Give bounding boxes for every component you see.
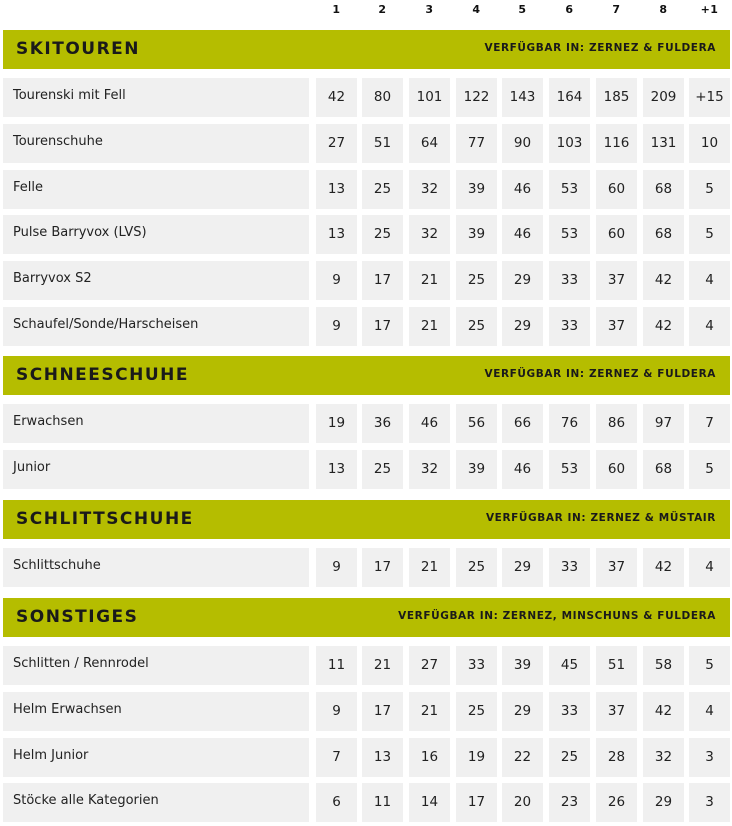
item-label: Tourenski mit Fell <box>13 88 126 103</box>
price-value: 37 <box>607 559 626 575</box>
price-cell <box>502 404 543 443</box>
price-value: 19 <box>327 415 346 431</box>
price-cell <box>409 261 450 300</box>
price-value: 25 <box>467 559 486 575</box>
price-value: 56 <box>467 415 486 431</box>
price-value: 39 <box>513 657 532 673</box>
price-value: 17 <box>373 318 392 334</box>
price-cell <box>456 124 497 163</box>
item-label-cell <box>3 170 309 209</box>
price-value: 68 <box>654 181 673 197</box>
price-cell <box>643 450 684 489</box>
price-cell <box>596 170 637 209</box>
price-value: 25 <box>467 318 486 334</box>
price-value: 164 <box>556 89 583 105</box>
price-cell <box>362 78 403 117</box>
price-cell <box>362 404 403 443</box>
price-cell <box>643 404 684 443</box>
price-value: 36 <box>373 415 392 431</box>
section-title: SCHLITTSCHUHE <box>16 509 194 529</box>
price-cell <box>549 783 590 822</box>
column-header: 4 <box>472 3 481 16</box>
table-row <box>0 404 732 443</box>
price-cell <box>316 783 357 822</box>
price-cell <box>362 548 403 587</box>
column-header: 8 <box>659 3 668 16</box>
price-cell <box>409 307 450 346</box>
price-cell <box>596 307 637 346</box>
item-label: Stöcke alle Kategorien <box>13 793 159 808</box>
price-cell <box>596 78 637 117</box>
item-label: Schlitten / Rennrodel <box>13 656 149 671</box>
price-value: 209 <box>650 89 677 105</box>
price-cell <box>456 450 497 489</box>
price-cell <box>549 78 590 117</box>
price-cell <box>689 170 730 209</box>
price-cell <box>316 548 357 587</box>
price-cell <box>456 646 497 685</box>
price-value: 42 <box>654 318 673 334</box>
price-cell <box>316 261 357 300</box>
item-label-cell <box>3 450 309 489</box>
price-cell <box>409 78 450 117</box>
price-value: 13 <box>327 181 346 197</box>
price-value: +15 <box>695 89 724 105</box>
price-value: 64 <box>420 135 439 151</box>
price-value: 23 <box>560 794 579 810</box>
price-value: 53 <box>560 461 579 477</box>
item-label-cell <box>3 692 309 731</box>
price-value: 10 <box>700 135 719 151</box>
price-value: 29 <box>513 272 532 288</box>
price-value: 76 <box>560 415 579 431</box>
price-cell <box>409 692 450 731</box>
item-label: Helm Junior <box>13 748 89 763</box>
price-cell <box>549 261 590 300</box>
price-cell <box>409 124 450 163</box>
price-cell <box>502 124 543 163</box>
price-cell <box>362 170 403 209</box>
price-cell <box>643 692 684 731</box>
price-value: 5 <box>705 181 714 197</box>
price-value: 37 <box>607 318 626 334</box>
column-header: 2 <box>378 3 387 16</box>
item-label: Pulse Barryvox (LVS) <box>13 225 147 240</box>
price-value: 32 <box>420 461 439 477</box>
price-value: 60 <box>607 461 626 477</box>
price-value: 7 <box>332 749 341 765</box>
price-cell <box>316 307 357 346</box>
item-label-cell <box>3 404 309 443</box>
price-cell <box>456 692 497 731</box>
price-cell <box>689 124 730 163</box>
price-cell <box>596 261 637 300</box>
price-value: 5 <box>705 657 714 673</box>
price-value: 11 <box>373 794 392 810</box>
price-cell <box>316 404 357 443</box>
price-value: 33 <box>560 272 579 288</box>
price-value: 17 <box>373 703 392 719</box>
price-cell <box>456 261 497 300</box>
price-cell <box>596 692 637 731</box>
section-header-bar <box>3 356 730 395</box>
price-value: 90 <box>513 135 532 151</box>
section-availability: VERFÜGBAR IN: ZERNEZ, MINSCHUNS & FULDERA <box>398 610 716 622</box>
price-cell <box>409 548 450 587</box>
price-cell <box>689 261 730 300</box>
price-cell <box>549 404 590 443</box>
price-value: 68 <box>654 461 673 477</box>
price-value: 68 <box>654 226 673 242</box>
price-cell <box>689 692 730 731</box>
price-value: 53 <box>560 226 579 242</box>
item-label: Junior <box>13 460 51 475</box>
item-label-cell <box>3 307 309 346</box>
price-value: 19 <box>467 749 486 765</box>
price-value: 46 <box>513 226 532 242</box>
price-cell <box>362 783 403 822</box>
price-value: 42 <box>654 703 673 719</box>
item-label: Schlittschuhe <box>13 558 101 573</box>
price-cell <box>362 215 403 254</box>
price-cell <box>689 215 730 254</box>
price-cell <box>456 170 497 209</box>
price-value: 20 <box>513 794 532 810</box>
price-value: 3 <box>705 794 714 810</box>
price-value: 45 <box>560 657 579 673</box>
item-label: Tourenschuhe <box>13 134 103 149</box>
table-row <box>0 548 732 587</box>
price-cell <box>596 404 637 443</box>
price-cell <box>689 404 730 443</box>
item-label-cell <box>3 261 309 300</box>
price-value: 11 <box>327 657 346 673</box>
column-header: +1 <box>700 3 719 16</box>
price-value: 29 <box>654 794 673 810</box>
column-header: 3 <box>425 3 434 16</box>
price-cell <box>549 450 590 489</box>
price-value: 39 <box>467 461 486 477</box>
price-value: 185 <box>603 89 630 105</box>
price-value: 131 <box>650 135 677 151</box>
price-cell <box>596 215 637 254</box>
column-header: 6 <box>565 3 574 16</box>
price-value: 5 <box>705 226 714 242</box>
section-availability: VERFÜGBAR IN: ZERNEZ & FULDERA <box>484 42 716 54</box>
price-cell <box>549 548 590 587</box>
table-row <box>0 738 732 777</box>
price-value: 80 <box>373 89 392 105</box>
price-value: 33 <box>560 559 579 575</box>
price-value: 25 <box>560 749 579 765</box>
price-value: 3 <box>705 749 714 765</box>
price-value: 21 <box>420 272 439 288</box>
price-value: 101 <box>416 89 443 105</box>
price-cell <box>456 738 497 777</box>
item-label-cell <box>3 548 309 587</box>
price-value: 60 <box>607 181 626 197</box>
price-cell <box>362 450 403 489</box>
column-header: 7 <box>612 3 621 16</box>
price-cell <box>456 548 497 587</box>
price-cell <box>596 783 637 822</box>
column-header: 1 <box>332 3 341 16</box>
price-value: 9 <box>332 272 341 288</box>
price-value: 25 <box>467 272 486 288</box>
price-value: 27 <box>327 135 346 151</box>
price-value: 46 <box>513 461 532 477</box>
price-cell <box>596 738 637 777</box>
price-cell <box>409 404 450 443</box>
item-label: Schaufel/Sonde/Harscheisen <box>13 317 199 332</box>
table-row <box>0 261 732 300</box>
item-label-cell <box>3 215 309 254</box>
price-cell <box>502 170 543 209</box>
price-cell <box>409 215 450 254</box>
price-value: 7 <box>705 415 714 431</box>
price-value: 13 <box>327 226 346 242</box>
table-row <box>0 215 732 254</box>
price-value: 13 <box>327 461 346 477</box>
price-value: 33 <box>467 657 486 673</box>
item-label: Erwachsen <box>13 414 84 429</box>
price-cell <box>549 170 590 209</box>
price-cell <box>316 78 357 117</box>
table-row <box>0 78 732 117</box>
price-cell <box>643 170 684 209</box>
price-value: 32 <box>420 181 439 197</box>
price-cell <box>316 738 357 777</box>
price-value: 58 <box>654 657 673 673</box>
price-value: 13 <box>373 749 392 765</box>
price-value: 39 <box>467 181 486 197</box>
price-cell <box>316 124 357 163</box>
price-cell <box>316 450 357 489</box>
price-cell <box>409 783 450 822</box>
price-cell <box>316 646 357 685</box>
price-cell <box>689 738 730 777</box>
price-value: 143 <box>509 89 536 105</box>
price-cell <box>689 78 730 117</box>
price-value: 9 <box>332 559 341 575</box>
price-value: 17 <box>373 272 392 288</box>
price-cell <box>362 646 403 685</box>
price-value: 39 <box>467 226 486 242</box>
price-value: 42 <box>654 559 673 575</box>
item-label-cell <box>3 646 309 685</box>
price-cell <box>456 783 497 822</box>
price-value: 25 <box>373 226 392 242</box>
price-cell <box>316 215 357 254</box>
price-value: 51 <box>607 657 626 673</box>
price-value: 26 <box>607 794 626 810</box>
column-header: 5 <box>518 3 527 16</box>
price-cell <box>689 646 730 685</box>
item-label: Helm Erwachsen <box>13 702 122 717</box>
price-cell <box>643 261 684 300</box>
price-cell <box>502 78 543 117</box>
section-availability: VERFÜGBAR IN: ZERNEZ & FULDERA <box>484 368 716 380</box>
price-cell <box>362 738 403 777</box>
price-value: 116 <box>603 135 630 151</box>
price-value: 4 <box>705 318 714 334</box>
price-value: 21 <box>420 703 439 719</box>
price-cell <box>409 738 450 777</box>
price-cell <box>689 783 730 822</box>
price-cell <box>456 404 497 443</box>
price-cell <box>502 646 543 685</box>
price-value: 46 <box>513 181 532 197</box>
price-value: 29 <box>513 703 532 719</box>
price-value: 77 <box>467 135 486 151</box>
item-label-cell <box>3 783 309 822</box>
price-value: 66 <box>513 415 532 431</box>
price-value: 29 <box>513 559 532 575</box>
price-cell <box>502 548 543 587</box>
price-value: 25 <box>373 461 392 477</box>
item-label-cell <box>3 738 309 777</box>
price-cell <box>643 783 684 822</box>
price-cell <box>456 78 497 117</box>
price-cell <box>502 692 543 731</box>
price-cell <box>643 738 684 777</box>
price-value: 37 <box>607 703 626 719</box>
price-cell <box>362 692 403 731</box>
price-value: 21 <box>420 318 439 334</box>
price-value: 22 <box>513 749 532 765</box>
table-row <box>0 124 732 163</box>
price-value: 122 <box>463 89 490 105</box>
table-row <box>0 307 732 346</box>
price-cell <box>362 124 403 163</box>
price-value: 21 <box>420 559 439 575</box>
price-cell <box>549 124 590 163</box>
price-value: 5 <box>705 461 714 477</box>
price-value: 97 <box>654 415 673 431</box>
price-value: 25 <box>373 181 392 197</box>
price-cell <box>643 124 684 163</box>
section-header <box>0 598 732 637</box>
section-availability: VERFÜGBAR IN: ZERNEZ & MÜSTAIR <box>485 512 716 524</box>
price-cell <box>643 78 684 117</box>
price-value: 46 <box>420 415 439 431</box>
price-cell <box>456 307 497 346</box>
price-cell <box>502 783 543 822</box>
price-cell <box>456 215 497 254</box>
price-cell <box>596 646 637 685</box>
price-value: 9 <box>332 703 341 719</box>
price-cell <box>316 692 357 731</box>
price-cell <box>409 170 450 209</box>
price-value: 17 <box>373 559 392 575</box>
price-value: 33 <box>560 703 579 719</box>
price-cell <box>316 170 357 209</box>
price-value: 33 <box>560 318 579 334</box>
item-label: Felle <box>13 180 43 195</box>
section-title: SKITOUREN <box>16 39 141 59</box>
price-value: 25 <box>467 703 486 719</box>
price-value: 86 <box>607 415 626 431</box>
section-title: SCHNEESCHUHE <box>16 365 189 385</box>
column-header-row <box>0 0 732 22</box>
table-row <box>0 170 732 209</box>
price-cell <box>502 261 543 300</box>
price-value: 16 <box>420 749 439 765</box>
price-cell <box>596 124 637 163</box>
price-value: 29 <box>513 318 532 334</box>
item-label-cell <box>3 78 309 117</box>
section-header-bar <box>3 598 730 637</box>
price-cell <box>549 692 590 731</box>
price-cell <box>596 450 637 489</box>
price-value: 4 <box>705 703 714 719</box>
price-value: 21 <box>373 657 392 673</box>
price-cell <box>409 646 450 685</box>
price-value: 6 <box>332 794 341 810</box>
price-value: 4 <box>705 559 714 575</box>
price-cell <box>643 548 684 587</box>
item-label-cell <box>3 124 309 163</box>
price-value: 32 <box>654 749 673 765</box>
table-row <box>0 692 732 731</box>
price-cell <box>362 307 403 346</box>
section-header <box>0 500 732 539</box>
price-cell <box>689 548 730 587</box>
price-value: 42 <box>327 89 346 105</box>
price-value: 60 <box>607 226 626 242</box>
price-value: 103 <box>556 135 583 151</box>
price-cell <box>549 215 590 254</box>
price-value: 28 <box>607 749 626 765</box>
price-cell <box>643 215 684 254</box>
price-value: 4 <box>705 272 714 288</box>
price-cell <box>596 548 637 587</box>
price-cell <box>502 738 543 777</box>
price-cell <box>689 450 730 489</box>
price-value: 14 <box>420 794 439 810</box>
price-cell <box>643 646 684 685</box>
section-header-bar <box>3 30 730 69</box>
table-row <box>0 450 732 489</box>
section-header <box>0 356 732 395</box>
price-cell <box>549 646 590 685</box>
section-header-bar <box>3 500 730 539</box>
table-row <box>0 646 732 685</box>
section-title: SONSTIGES <box>16 607 139 627</box>
price-value: 17 <box>467 794 486 810</box>
price-cell <box>502 450 543 489</box>
item-label: Barryvox S2 <box>13 271 92 286</box>
section-header <box>0 30 732 69</box>
price-value: 9 <box>332 318 341 334</box>
price-value: 42 <box>654 272 673 288</box>
price-cell <box>689 307 730 346</box>
price-value: 53 <box>560 181 579 197</box>
price-cell <box>502 215 543 254</box>
price-value: 37 <box>607 272 626 288</box>
price-cell <box>362 261 403 300</box>
price-cell <box>409 450 450 489</box>
price-value: 32 <box>420 226 439 242</box>
price-value: 27 <box>420 657 439 673</box>
price-cell <box>549 307 590 346</box>
price-value: 51 <box>373 135 392 151</box>
price-cell <box>549 738 590 777</box>
price-cell <box>643 307 684 346</box>
table-row <box>0 783 732 822</box>
price-cell <box>502 307 543 346</box>
